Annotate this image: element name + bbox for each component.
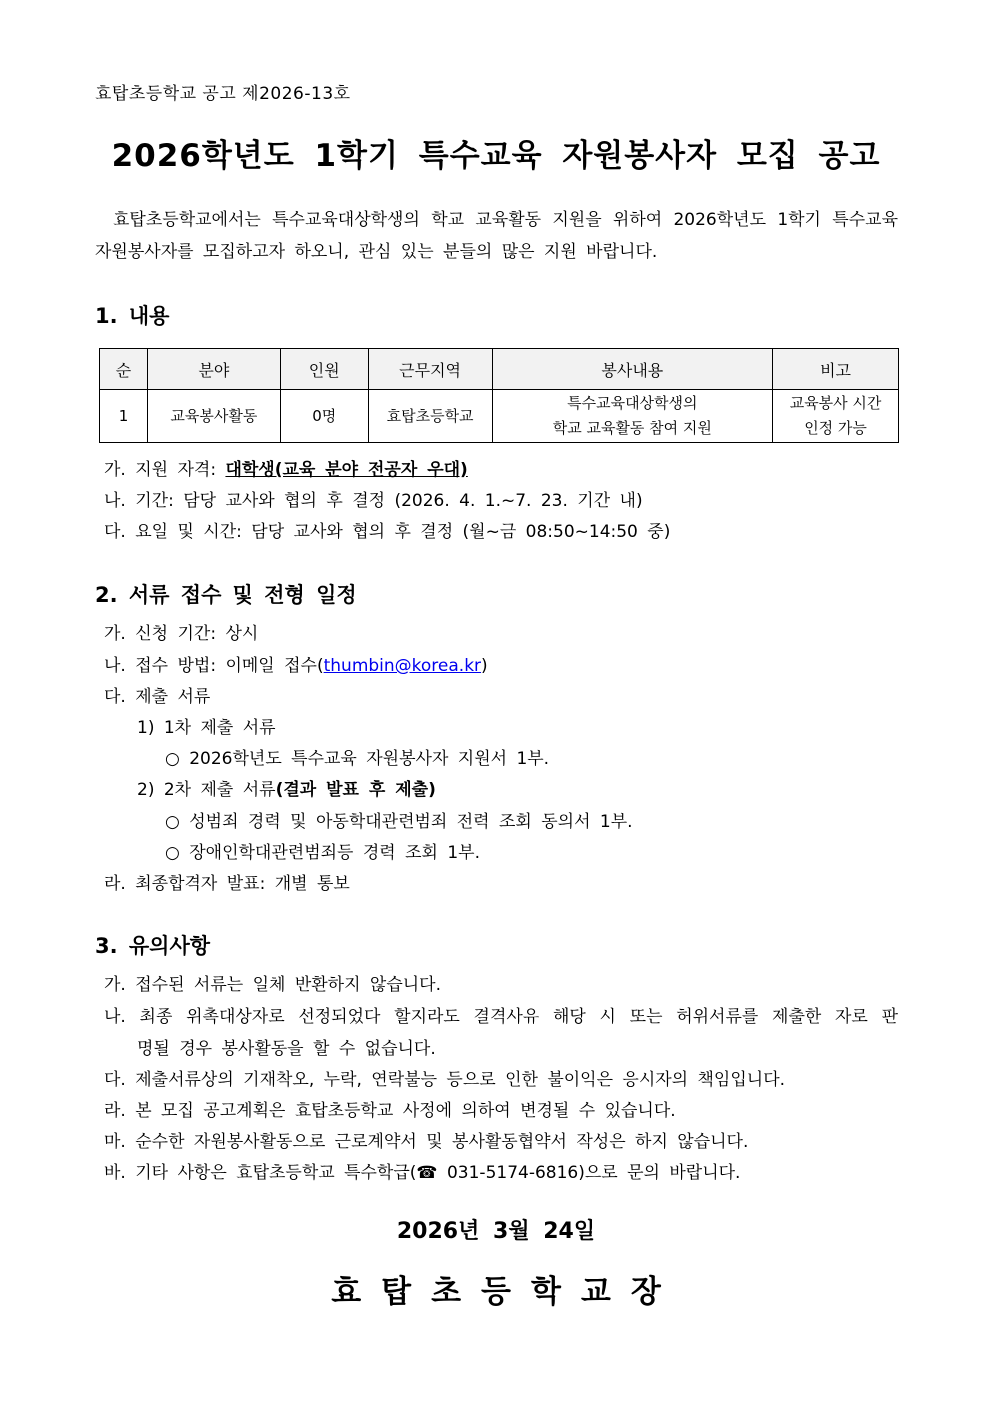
item-a-value: 대학생(교육 분야 전공자 우대) [225,460,468,480]
item-b-label: 나. 접수 방법: 이메일 접수( [104,656,324,676]
header-count: 인원 [280,349,368,390]
section2-item-a: 가. 신청 기간: 상시 [104,624,259,644]
item-c2-label: 2) 2차 제출 서류 [137,780,276,800]
table-row [100,390,899,443]
page-title: 2026학년도 1학기 특수교육 자원봉사자 모집 공고 [111,138,881,174]
section2-item-c: 다. 제출 서류 [104,687,211,707]
section2-item-c2 [137,775,436,800]
intro-line-2: 수교육 자원봉사자를 모집하고자 하오니, 관심 있는 분들의 많은 지원 바랍니다. [95,210,898,262]
header-note: 비고 [773,349,899,390]
item-b-suffix: ) [481,656,488,676]
intro-line-1: 효탑초등학교에서는 특수교육대상학생의 학교 교육활동 지원을 위하여 2026학년도 1학기 특 [113,210,849,230]
intro-paragraph [95,204,898,268]
principal-signature: 효탑초등학교장 [331,1274,681,1310]
cell-content-line-1: 특수교육대상학생의 [567,394,698,412]
header-location: 근무지역 [368,349,492,390]
section3-item-b-line1: 나. 최종 위촉대상자로 선정되었다 할지라도 결격사유 해당 시 또는 허위서류를 제출한 자로 판 [104,1007,898,1027]
section3-item-e: 마. 순수한 자원봉사활동으로 근로계약서 및 봉사활동협약서 작성은 하지 않습니다. [104,1132,749,1152]
email-link[interactable]: thumbin@korea.kr [323,656,482,676]
section3-item-b-line2: 명될 경우 봉사활동을 할 수 없습니다. [137,1039,436,1059]
section1-item-a [104,455,468,480]
cell-field: 교육봉사활동 [147,390,280,443]
cell-no: 1 [100,390,148,443]
section1-item-b: 나. 기간: 담당 교사와 협의 후 결정 (2026. 4. 1.~7. 23. 기간 내) [104,491,643,511]
item-a-label: 가. 지원 자격: [104,460,226,480]
section3-item-a: 가. 접수된 서류는 일체 반환하지 않습니다. [104,975,442,995]
cell-note [773,390,899,443]
notice-number: 효탑초등학교 공고 제2026-13호 [95,84,351,104]
table-header-row [100,349,899,390]
section2-item-b [104,651,488,676]
cell-content-line-2: 학교 교육활동 참여 지원 [552,419,712,437]
section3-item-f: 바. 기타 사항은 효탑초등학교 특수학급(☎ 031-5174-6816)으로 문의 바랍니다. [104,1163,741,1183]
section2-item-c1-doc: ○ 2026학년도 특수교육 자원봉사자 지원서 1부. [165,749,550,769]
cell-count: 0명 [280,390,368,443]
section1-heading: 1. 내용 [95,304,170,328]
section3-item-c: 다. 제출서류상의 기재착오, 누락, 연락불능 등으로 인한 불이익은 응시자의 책임입니다. [104,1070,786,1090]
section2-item-d: 라. 최종합격자 발표: 개별 통보 [104,874,350,894]
cell-note-line-1: 교육봉사 시간 [789,394,882,412]
section2-item-c2-doc1: ○ 성범죄 경력 및 아동학대관련범죄 전력 조회 동의서 1부. [165,812,633,832]
header-no: 순 [100,349,148,390]
section3-heading: 3. 유의사항 [95,934,211,958]
section2-item-c2-doc2: ○ 장애인학대관련범죄등 경력 조회 1부. [165,843,480,863]
section3-item-d: 라. 본 모집 공고계획은 효탑초등학교 사정에 의하여 변경될 수 있습니다. [104,1101,676,1121]
header-content: 봉사내용 [492,349,773,390]
item-c2-note: (결과 발표 후 제출) [275,780,436,800]
recruitment-table [99,348,899,443]
notice-date: 2026년 3월 24일 [396,1219,596,1244]
section1-item-c: 다. 요일 및 시간: 담당 교사와 협의 후 결정 (월~금 08:50~14:50 중) [104,522,671,542]
cell-location: 효탑초등학교 [368,390,492,443]
header-field: 분야 [147,349,280,390]
section2-heading: 2. 서류 접수 및 전형 일정 [95,583,357,607]
section2-item-c1: 1) 1차 제출 서류 [137,718,276,738]
cell-content [492,390,773,443]
cell-note-line-2: 인정 가능 [804,419,867,437]
